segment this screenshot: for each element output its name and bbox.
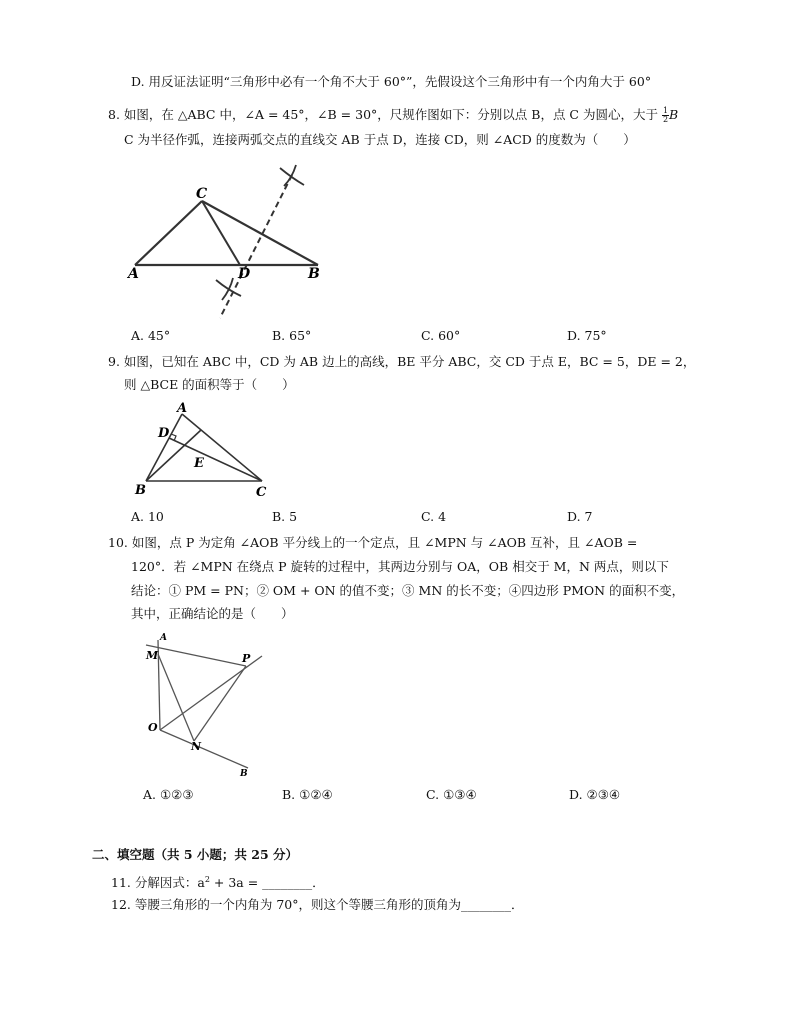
q8-label-a: A bbox=[128, 266, 139, 282]
q9-option-a[interactable]: A. 10 bbox=[131, 509, 164, 524]
q10-option-c[interactable]: C. ①③④ bbox=[426, 787, 477, 802]
q10-option-a[interactable]: A. ①②③ bbox=[143, 787, 194, 802]
q10-label-o: O bbox=[148, 721, 158, 734]
q11-exponent: 2 bbox=[204, 875, 210, 884]
q8-stem-line1-tail: B bbox=[669, 107, 679, 122]
q12-stem: 12. 等腰三角形的一个内角为 70°，则这个等腰三角形的顶角为________． bbox=[111, 897, 524, 912]
q10-stem-line1: 10. 如图，点 P 为定角 ∠AOB 平分线上的一个定点，且 ∠MPN 与 ∠AOB 互补，且 ∠AOB = bbox=[108, 535, 638, 550]
q10-option-d[interactable]: D. ②③④ bbox=[569, 787, 621, 802]
q10-label-b: B bbox=[240, 769, 248, 779]
q10-option-b[interactable]: B. ①②④ bbox=[282, 787, 333, 802]
q10-stem-line3: 结论：① PM = PN；② OM + ON 的值不变；③ MN 的长不变；④四边形 PMON 的面积不变， bbox=[131, 583, 685, 598]
q10-stem-line4: 其中，正确结论的是（ ） bbox=[131, 606, 294, 621]
q9-option-b[interactable]: B. 5 bbox=[272, 509, 298, 524]
q9-label-e: E bbox=[194, 456, 204, 471]
q8-half-numerator: 1 bbox=[662, 106, 669, 115]
q8-stem-line1-text: 8. 如图，在 △ABC 中，∠A = 45°，∠B = 30°，尺规作图如下：分别以点 B，点 C 为圆心，大于 bbox=[108, 107, 658, 122]
q8-option-a[interactable]: A. 45° bbox=[131, 328, 171, 343]
q8-stem-line2: C 为半径作弧，连接两弧交点的直线交 AB 于点 D，连接 CD，则 ∠ACD 的度数为（ ） bbox=[124, 132, 636, 147]
q8-option-d[interactable]: D. 75° bbox=[567, 328, 607, 343]
q9-label-c: C bbox=[256, 485, 267, 500]
q10-label-a: A bbox=[160, 633, 167, 643]
q10-stem-line2: 120°．若 ∠MPN 在绕点 P 旋转的过程中，其两边分别与 OA，OB 相交于 M，N 两点，则以下 bbox=[131, 559, 669, 574]
q9-stem-line1: 9. 如图，已知在 ABC 中，CD 为 AB 边上的高线，BE 平分 ABC，交 CD 于点 E，BC = 5，DE = 2， bbox=[108, 354, 696, 369]
q9-option-c[interactable]: C. 4 bbox=[421, 509, 447, 524]
q8-option-c[interactable]: C. 60° bbox=[421, 328, 461, 343]
q8-label-b: B bbox=[308, 266, 320, 282]
q9-option-d[interactable]: D. 7 bbox=[567, 509, 593, 524]
q10-label-n: N bbox=[191, 740, 202, 753]
q9-label-a: A bbox=[177, 401, 188, 416]
q11-stem bbox=[111, 868, 325, 895]
q8-option-b[interactable]: B. 65° bbox=[272, 328, 312, 343]
q11-stem-text: 11. 分解因式：a bbox=[111, 875, 205, 891]
q8-half-denominator: 2 bbox=[662, 115, 669, 124]
q7-option-d: D. 用反证法证明“三角形中必有一个角不大于 60°”，先假设这个三角形中有一个内角大于 60° bbox=[131, 74, 652, 89]
section2-title: 二、填空题（共 5 小题；共 25 分） bbox=[92, 847, 299, 862]
q10-label-m: M bbox=[146, 649, 159, 662]
q11-stem-tail: + 3a = ________． bbox=[209, 875, 325, 891]
q8-label-c: C bbox=[196, 186, 208, 202]
q10-label-p: P bbox=[242, 652, 251, 665]
q9-stem-line2: 则 △BCE 的面积等于（ ） bbox=[124, 377, 295, 392]
q9-label-b: B bbox=[135, 483, 146, 498]
q9-label-d: D bbox=[158, 426, 170, 441]
q8-label-d: D bbox=[238, 266, 251, 282]
